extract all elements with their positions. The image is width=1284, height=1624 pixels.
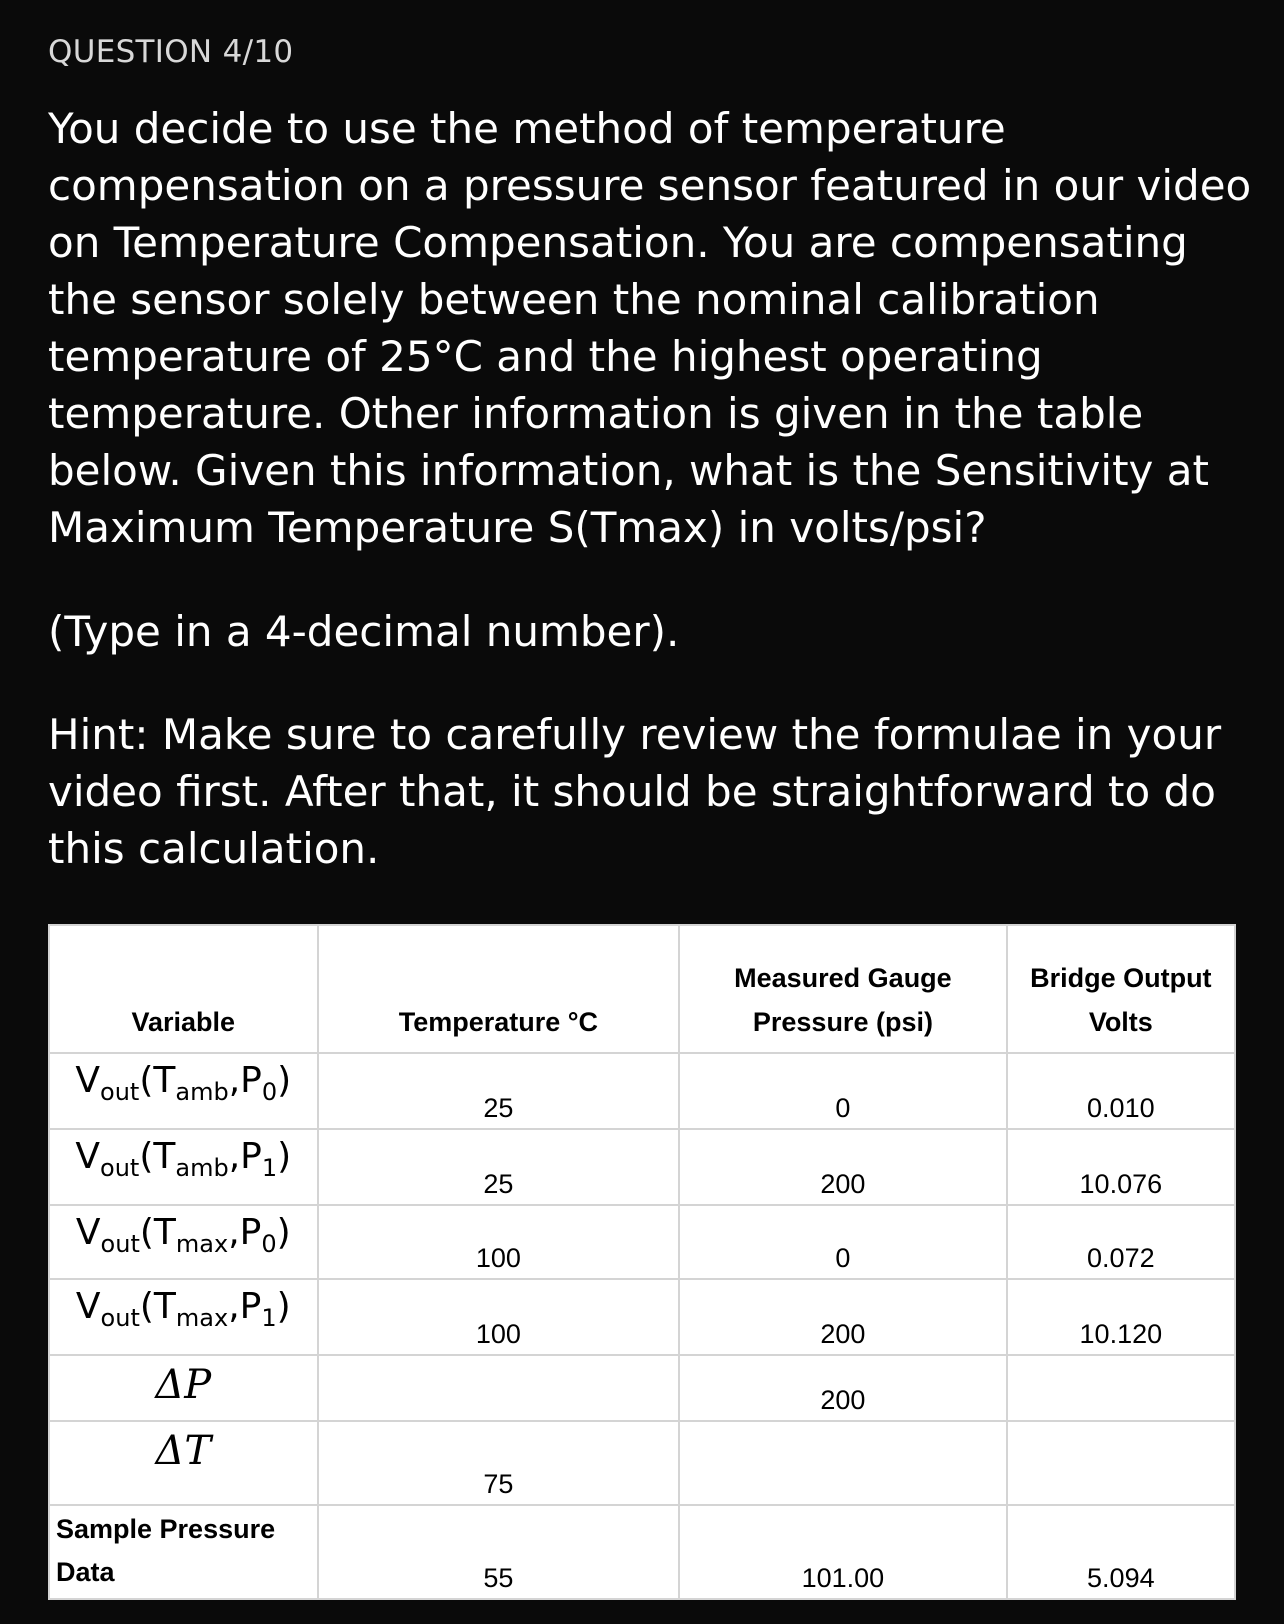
output-cell: 0.072: [1007, 1205, 1235, 1279]
question-text: You decide to use the method of temperature compensation on a pressure sensor featured in our video on Temperature Compensation. You are compensating the sensor solely between the nominal calibration temperature of 25°C and the highest operating temperature. Other information is given in the table below. Given this information, what is the Sensitivity at Maximum Temperature S(Tmax) in volts/psi?: [48, 104, 1252, 552]
output-cell: 10.120: [1007, 1279, 1235, 1355]
delta-t-label: ΔT: [49, 1421, 318, 1505]
table-row: [49, 1205, 1235, 1279]
pressure-cell: 101.00: [679, 1505, 1006, 1599]
header-pressure: Measured Gauge Pressure (psi): [679, 925, 1006, 1053]
temperature-cell: 25: [318, 1129, 680, 1205]
answer-format-note: (Type in a 4-decimal number).: [48, 607, 680, 656]
table-row: [49, 1279, 1235, 1355]
table-row-delta-p: [49, 1355, 1235, 1421]
pressure-cell: 200: [679, 1279, 1006, 1355]
variable-cell: $V_{out}(T_{max},P_0)$: [49, 1205, 318, 1279]
question-counter: QUESTION 4/10: [48, 34, 294, 70]
pressure-cell: 200: [679, 1129, 1006, 1205]
header-variable: Variable: [49, 925, 318, 1053]
hint-text: Hint: Make sure to carefully review the formulae in your video first. After that, it should be straightforward to do this calculation.: [48, 710, 1222, 873]
table-row: [49, 1053, 1235, 1129]
data-table: [48, 924, 1236, 1600]
table-row-sample: [49, 1505, 1235, 1599]
temperature-cell: [318, 1355, 680, 1421]
pressure-cell: 0: [679, 1205, 1006, 1279]
temperature-cell: 75: [318, 1421, 680, 1505]
temperature-cell: 55: [318, 1505, 680, 1599]
output-cell: 0.010: [1007, 1053, 1235, 1129]
temperature-cell: 100: [318, 1279, 680, 1355]
header-output: Bridge Output Volts: [1007, 925, 1235, 1053]
variable-cell: $V_{out}(T_{amb},P_0)$: [49, 1053, 318, 1129]
pressure-cell: 0: [679, 1053, 1006, 1129]
output-cell: 5.094: [1007, 1505, 1235, 1599]
output-cell: 10.076: [1007, 1129, 1235, 1205]
variable-cell: $V_{out}(T_{amb},P_1)$: [49, 1129, 318, 1205]
table-row: [49, 1129, 1235, 1205]
output-cell: [1007, 1421, 1235, 1505]
temperature-cell: 25: [318, 1053, 680, 1129]
temperature-cell: 100: [318, 1205, 680, 1279]
pressure-cell: [679, 1421, 1006, 1505]
delta-p-label: ΔP: [49, 1355, 318, 1421]
table-row-delta-t: [49, 1421, 1235, 1505]
output-cell: [1007, 1355, 1235, 1421]
pressure-cell: 200: [679, 1355, 1006, 1421]
sample-label: Sample Pressure Data: [49, 1505, 318, 1599]
table-header-row: [49, 925, 1235, 1053]
variable-cell: $V_{out}(T_{max},P_1)$: [49, 1279, 318, 1355]
header-temperature: Temperature °C: [318, 925, 680, 1053]
